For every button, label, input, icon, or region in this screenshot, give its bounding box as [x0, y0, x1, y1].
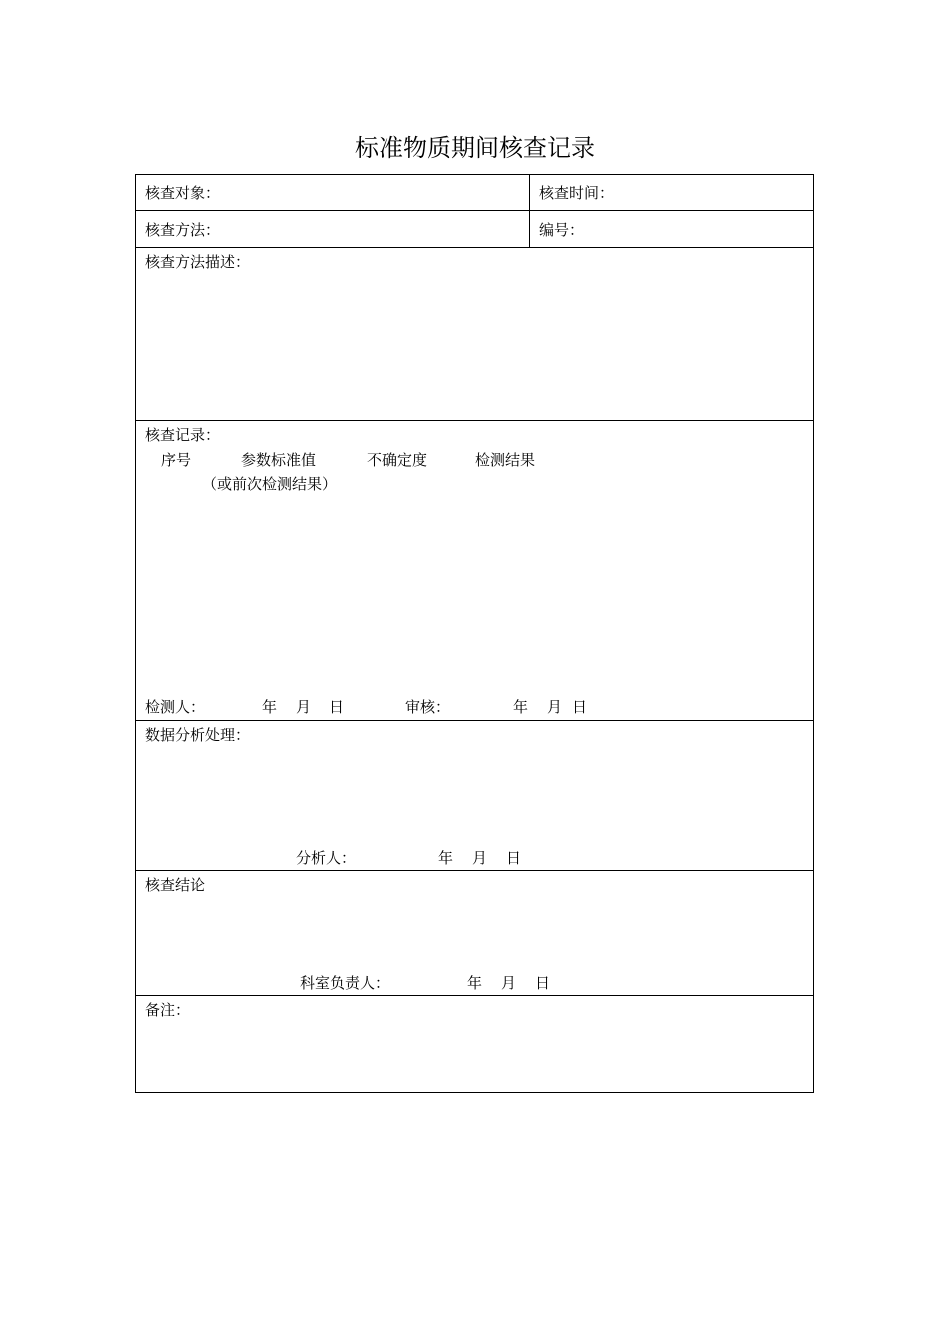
row-divider: [136, 420, 813, 421]
analyst-day: 日: [506, 849, 522, 867]
row-divider: [136, 870, 813, 871]
reviewer-year: 年: [513, 698, 529, 716]
tester-label: 检测人：: [145, 698, 206, 716]
column-standard-value: 参数标准值: [241, 451, 317, 469]
head-day: 日: [535, 974, 551, 992]
reviewer-month: 月: [547, 698, 563, 716]
row-divider: [136, 210, 813, 211]
analyst-month: 月: [472, 849, 488, 867]
row-divider: [136, 247, 813, 248]
tester-month: 月: [296, 698, 312, 716]
column-result: 检测结果: [475, 451, 536, 469]
reviewer-day: 日: [572, 698, 588, 716]
column-uncertainty: 不确定度: [367, 451, 428, 469]
inspection-record-label: 核查记录：: [145, 426, 221, 444]
reviewer-label: 审核：: [405, 698, 451, 716]
head-year: 年: [467, 974, 483, 992]
column-divider: [529, 175, 530, 247]
row-divider: [136, 995, 813, 996]
remarks-label: 备注：: [145, 1001, 191, 1019]
method-description-label: 核查方法描述：: [145, 253, 251, 271]
inspection-record-form: [135, 174, 814, 1093]
inspection-object-label: 核查对象：: [145, 184, 221, 202]
conclusion-label: 核查结论: [145, 876, 206, 894]
analyst-label: 分析人：: [296, 849, 357, 867]
page-title: 标准物质期间核查记录: [355, 134, 595, 162]
row-divider: [136, 720, 813, 721]
tester-day: 日: [329, 698, 345, 716]
column-standard-value-note: （或前次检测结果）: [202, 475, 338, 493]
head-month: 月: [501, 974, 517, 992]
column-seq: 序号: [161, 451, 192, 469]
analyst-year: 年: [438, 849, 454, 867]
department-head-label: 科室负责人：: [300, 974, 391, 992]
inspection-time-label: 核查时间：: [539, 184, 615, 202]
number-label: 编号：: [539, 221, 585, 239]
tester-year: 年: [262, 698, 278, 716]
data-analysis-label: 数据分析处理：: [145, 726, 251, 744]
inspection-method-label: 核查方法：: [145, 221, 221, 239]
